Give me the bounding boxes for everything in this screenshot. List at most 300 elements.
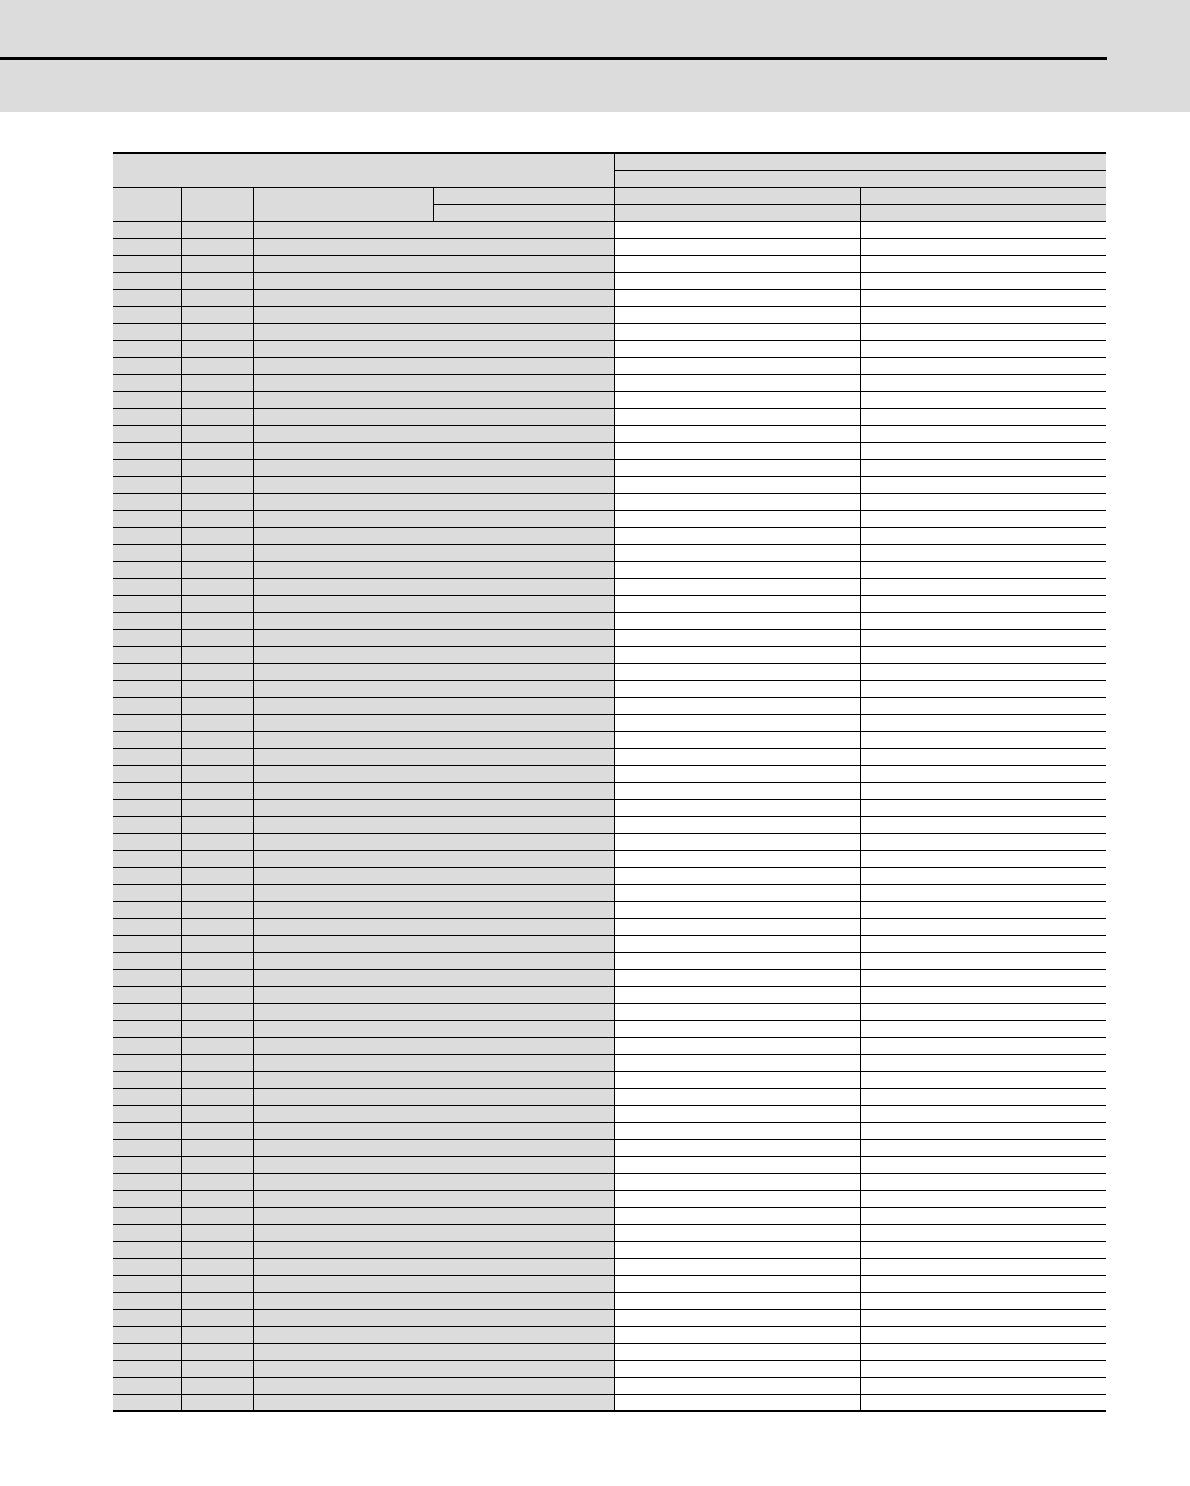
- cell-code: [181, 714, 253, 731]
- cell-value-a: [614, 765, 860, 782]
- table-row: [113, 425, 1106, 442]
- cell-code: [181, 1122, 253, 1139]
- cell-code: [181, 1241, 253, 1258]
- cell-name: [253, 1377, 614, 1394]
- cell-value-b: [860, 612, 1106, 629]
- cell-value-b: [860, 357, 1106, 374]
- cell-code: [181, 595, 253, 612]
- cell-no: [113, 663, 181, 680]
- table-row: [113, 799, 1106, 816]
- cell-code: [181, 918, 253, 935]
- cell-name: [253, 1258, 614, 1275]
- cell-no: [113, 306, 181, 323]
- cell-code: [181, 561, 253, 578]
- cell-value-a: [614, 1258, 860, 1275]
- cell-value-b: [860, 561, 1106, 578]
- column-header-6-bottom: [860, 204, 1106, 221]
- cell-name: [253, 901, 614, 918]
- cell-value-b: [860, 272, 1106, 289]
- cell-code: [181, 1037, 253, 1054]
- column-header-5-top: [614, 187, 860, 204]
- cell-no: [113, 867, 181, 884]
- cell-name: [253, 782, 614, 799]
- cell-code: [181, 323, 253, 340]
- cell-name: [253, 1241, 614, 1258]
- cell-value-a: [614, 1292, 860, 1309]
- cell-name: [253, 986, 614, 1003]
- cell-value-b: [860, 595, 1106, 612]
- cell-value-b: [860, 901, 1106, 918]
- cell-no: [113, 510, 181, 527]
- table-row: [113, 1207, 1106, 1224]
- cell-value-a: [614, 1190, 860, 1207]
- table-row: [113, 272, 1106, 289]
- cell-value-b: [860, 1309, 1106, 1326]
- cell-no: [113, 238, 181, 255]
- table-row: [113, 476, 1106, 493]
- table-row: [113, 493, 1106, 510]
- cell-value-a: [614, 1309, 860, 1326]
- cell-no: [113, 272, 181, 289]
- cell-no: [113, 357, 181, 374]
- cell-value-a: [614, 1224, 860, 1241]
- cell-value-b: [860, 731, 1106, 748]
- cell-value-a: [614, 221, 860, 238]
- cell-code: [181, 391, 253, 408]
- cell-value-a: [614, 1207, 860, 1224]
- cell-value-b: [860, 782, 1106, 799]
- cell-value-b: [860, 765, 1106, 782]
- table-row: [113, 1037, 1106, 1054]
- cell-name: [253, 1343, 614, 1360]
- column-header-2: [181, 187, 253, 221]
- cell-name: [253, 221, 614, 238]
- cell-name: [253, 1326, 614, 1343]
- cell-value-b: [860, 646, 1106, 663]
- table-row: [113, 459, 1106, 476]
- cell-value-a: [614, 1003, 860, 1020]
- table-row: [113, 782, 1106, 799]
- cell-code: [181, 476, 253, 493]
- table-row: [113, 612, 1106, 629]
- cell-no: [113, 1394, 181, 1411]
- cell-no: [113, 323, 181, 340]
- table-row: [113, 1241, 1106, 1258]
- cell-name: [253, 1037, 614, 1054]
- cell-value-a: [614, 408, 860, 425]
- cell-value-b: [860, 578, 1106, 595]
- cell-name: [253, 714, 614, 731]
- cell-code: [181, 646, 253, 663]
- cell-name: [253, 816, 614, 833]
- table-row: [113, 1122, 1106, 1139]
- column-header-6-top: [860, 187, 1106, 204]
- table-row: [113, 340, 1106, 357]
- cell-code: [181, 306, 253, 323]
- cell-name: [253, 1156, 614, 1173]
- cell-no: [113, 952, 181, 969]
- cell-code: [181, 680, 253, 697]
- table-row: [113, 901, 1106, 918]
- cell-code: [181, 1173, 253, 1190]
- cell-code: [181, 357, 253, 374]
- cell-name: [253, 1071, 614, 1088]
- cell-value-b: [860, 255, 1106, 272]
- table-row: [113, 1003, 1106, 1020]
- table-row: [113, 391, 1106, 408]
- cell-code: [181, 408, 253, 425]
- cell-value-a: [614, 833, 860, 850]
- cell-code: [181, 1190, 253, 1207]
- cell-name: [253, 629, 614, 646]
- table-row: [113, 833, 1106, 850]
- cell-value-a: [614, 510, 860, 527]
- cell-name: [253, 680, 614, 697]
- cell-code: [181, 697, 253, 714]
- cell-value-a: [614, 629, 860, 646]
- cell-name: [253, 255, 614, 272]
- cell-value-b: [860, 510, 1106, 527]
- cell-value-b: [860, 1241, 1106, 1258]
- table-row: [113, 1020, 1106, 1037]
- cell-code: [181, 238, 253, 255]
- cell-no: [113, 1054, 181, 1071]
- cell-value-b: [860, 1224, 1106, 1241]
- cell-value-a: [614, 255, 860, 272]
- cell-name: [253, 1020, 614, 1037]
- cell-value-b: [860, 221, 1106, 238]
- cell-value-a: [614, 850, 860, 867]
- cell-no: [113, 1122, 181, 1139]
- cell-no: [113, 340, 181, 357]
- cell-code: [181, 1207, 253, 1224]
- cell-value-a: [614, 646, 860, 663]
- cell-value-a: [614, 544, 860, 561]
- cell-value-b: [860, 459, 1106, 476]
- table-row: [113, 578, 1106, 595]
- cell-value-a: [614, 935, 860, 952]
- cell-name: [253, 1360, 614, 1377]
- cell-no: [113, 255, 181, 272]
- cell-code: [181, 1377, 253, 1394]
- table-row: [113, 527, 1106, 544]
- cell-no: [113, 901, 181, 918]
- cell-code: [181, 1020, 253, 1037]
- cell-name: [253, 578, 614, 595]
- cell-code: [181, 1003, 253, 1020]
- cell-value-b: [860, 799, 1106, 816]
- cell-no: [113, 391, 181, 408]
- cell-no: [113, 884, 181, 901]
- table-row: [113, 935, 1106, 952]
- cell-value-b: [860, 1088, 1106, 1105]
- cell-value-b: [860, 1326, 1106, 1343]
- cell-value-b: [860, 748, 1106, 765]
- cell-value-a: [614, 442, 860, 459]
- cell-value-b: [860, 1360, 1106, 1377]
- table-row: [113, 323, 1106, 340]
- table-row: [113, 969, 1106, 986]
- cell-name: [253, 1275, 614, 1292]
- cell-value-b: [860, 714, 1106, 731]
- cell-value-a: [614, 1377, 860, 1394]
- cell-no: [113, 850, 181, 867]
- table-row: [113, 986, 1106, 1003]
- cell-code: [181, 1309, 253, 1326]
- cell-no: [113, 697, 181, 714]
- table-row: [113, 374, 1106, 391]
- cell-code: [181, 289, 253, 306]
- cell-value-a: [614, 561, 860, 578]
- cell-name: [253, 459, 614, 476]
- cell-name: [253, 476, 614, 493]
- cell-value-b: [860, 238, 1106, 255]
- cell-name: [253, 765, 614, 782]
- table-row: [113, 1088, 1106, 1105]
- cell-value-b: [860, 1173, 1106, 1190]
- cell-code: [181, 884, 253, 901]
- cell-no: [113, 731, 181, 748]
- cell-name: [253, 850, 614, 867]
- cell-no: [113, 289, 181, 306]
- cell-value-a: [614, 1139, 860, 1156]
- table-row: [113, 1190, 1106, 1207]
- cell-value-b: [860, 1139, 1106, 1156]
- cell-name: [253, 867, 614, 884]
- cell-no: [113, 799, 181, 816]
- cell-value-a: [614, 901, 860, 918]
- cell-name: [253, 748, 614, 765]
- cell-value-b: [860, 1258, 1106, 1275]
- cell-value-b: [860, 1037, 1106, 1054]
- cell-name: [253, 510, 614, 527]
- cell-name: [253, 1139, 614, 1156]
- table-row: [113, 731, 1106, 748]
- cell-no: [113, 969, 181, 986]
- cell-name: [253, 1105, 614, 1122]
- table-row: [113, 918, 1106, 935]
- parameter-table: [113, 152, 1106, 1412]
- cell-name: [253, 935, 614, 952]
- cell-value-a: [614, 697, 860, 714]
- cell-code: [181, 1343, 253, 1360]
- column-header-4-top: [433, 187, 614, 204]
- cell-value-b: [860, 544, 1106, 561]
- cell-code: [181, 952, 253, 969]
- cell-value-b: [860, 1122, 1106, 1139]
- table-row: [113, 1054, 1106, 1071]
- cell-value-a: [614, 425, 860, 442]
- cell-value-a: [614, 731, 860, 748]
- table-row: [113, 1156, 1106, 1173]
- cell-name: [253, 1207, 614, 1224]
- table-row: [113, 510, 1106, 527]
- cell-name: [253, 1122, 614, 1139]
- table-row: [113, 663, 1106, 680]
- cell-no: [113, 459, 181, 476]
- cell-name: [253, 833, 614, 850]
- cell-no: [113, 1105, 181, 1122]
- cell-no: [113, 408, 181, 425]
- cell-value-a: [614, 459, 860, 476]
- cell-no: [113, 816, 181, 833]
- cell-name: [253, 1088, 614, 1105]
- cell-code: [181, 1071, 253, 1088]
- cell-value-b: [860, 629, 1106, 646]
- cell-no: [113, 765, 181, 782]
- cell-value-a: [614, 493, 860, 510]
- cell-name: [253, 1224, 614, 1241]
- cell-no: [113, 1275, 181, 1292]
- cell-no: [113, 1309, 181, 1326]
- cell-no: [113, 680, 181, 697]
- cell-code: [181, 765, 253, 782]
- cell-value-a: [614, 986, 860, 1003]
- table-row: [113, 1258, 1106, 1275]
- cell-no: [113, 646, 181, 663]
- column-header-5-bottom: [614, 204, 860, 221]
- cell-value-b: [860, 697, 1106, 714]
- cell-value-a: [614, 1071, 860, 1088]
- cell-name: [253, 527, 614, 544]
- cell-value-a: [614, 272, 860, 289]
- cell-value-b: [860, 1054, 1106, 1071]
- cell-value-a: [614, 867, 860, 884]
- cell-value-a: [614, 1241, 860, 1258]
- cell-value-b: [860, 1020, 1106, 1037]
- cell-no: [113, 1343, 181, 1360]
- table-row: [113, 1326, 1106, 1343]
- cell-name: [253, 1394, 614, 1411]
- table-row: [113, 884, 1106, 901]
- cell-code: [181, 799, 253, 816]
- cell-no: [113, 476, 181, 493]
- table-row: [113, 1224, 1106, 1241]
- cell-value-a: [614, 595, 860, 612]
- cell-code: [181, 255, 253, 272]
- cell-value-b: [860, 1207, 1106, 1224]
- cell-name: [253, 544, 614, 561]
- table-row: [113, 289, 1106, 306]
- cell-name: [253, 595, 614, 612]
- cell-name: [253, 1309, 614, 1326]
- cell-code: [181, 901, 253, 918]
- cell-value-b: [860, 442, 1106, 459]
- cell-code: [181, 459, 253, 476]
- cell-code: [181, 1088, 253, 1105]
- cell-value-a: [614, 969, 860, 986]
- cell-no: [113, 374, 181, 391]
- cell-name: [253, 561, 614, 578]
- cell-name: [253, 612, 614, 629]
- cell-value-a: [614, 799, 860, 816]
- cell-code: [181, 493, 253, 510]
- cell-no: [113, 1241, 181, 1258]
- cell-name: [253, 1190, 614, 1207]
- cell-value-b: [860, 1156, 1106, 1173]
- cell-no: [113, 629, 181, 646]
- cell-code: [181, 867, 253, 884]
- cell-no: [113, 221, 181, 238]
- column-header-3: [253, 187, 433, 221]
- cell-no: [113, 748, 181, 765]
- cell-value-a: [614, 714, 860, 731]
- table-row: [113, 544, 1106, 561]
- table-row: [113, 1309, 1106, 1326]
- header-cell-right-mid: [614, 170, 1106, 187]
- cell-code: [181, 1156, 253, 1173]
- cell-name: [253, 697, 614, 714]
- cell-no: [113, 1020, 181, 1037]
- cell-value-a: [614, 1156, 860, 1173]
- cell-code: [181, 340, 253, 357]
- cell-value-a: [614, 527, 860, 544]
- cell-name: [253, 646, 614, 663]
- table-row: [113, 1360, 1106, 1377]
- cell-value-b: [860, 1394, 1106, 1411]
- table-row: [113, 1105, 1106, 1122]
- cell-value-a: [614, 238, 860, 255]
- table-row: [113, 255, 1106, 272]
- table-row: [113, 442, 1106, 459]
- cell-value-a: [614, 1394, 860, 1411]
- cell-value-b: [860, 408, 1106, 425]
- cell-no: [113, 561, 181, 578]
- cell-no: [113, 425, 181, 442]
- cell-value-b: [860, 1292, 1106, 1309]
- cell-value-a: [614, 884, 860, 901]
- cell-no: [113, 1360, 181, 1377]
- cell-name: [253, 340, 614, 357]
- cell-name: [253, 493, 614, 510]
- table-body: [113, 221, 1106, 1411]
- cell-value-b: [860, 476, 1106, 493]
- cell-no: [113, 1071, 181, 1088]
- cell-value-b: [860, 527, 1106, 544]
- table-row: [113, 748, 1106, 765]
- table-row: [113, 680, 1106, 697]
- cell-value-b: [860, 986, 1106, 1003]
- cell-value-b: [860, 969, 1106, 986]
- cell-code: [181, 1054, 253, 1071]
- cell-name: [253, 323, 614, 340]
- cell-value-b: [860, 340, 1106, 357]
- cell-no: [113, 1037, 181, 1054]
- cell-no: [113, 612, 181, 629]
- cell-no: [113, 1326, 181, 1343]
- cell-value-b: [860, 306, 1106, 323]
- cell-value-b: [860, 1377, 1106, 1394]
- cell-code: [181, 833, 253, 850]
- cell-value-a: [614, 1054, 860, 1071]
- cell-value-b: [860, 850, 1106, 867]
- cell-value-a: [614, 612, 860, 629]
- header-cell-right-top: [614, 153, 1106, 170]
- cell-no: [113, 1156, 181, 1173]
- cell-code: [181, 544, 253, 561]
- cell-value-a: [614, 289, 860, 306]
- cell-value-b: [860, 1275, 1106, 1292]
- cell-no: [113, 578, 181, 595]
- cell-code: [181, 935, 253, 952]
- cell-no: [113, 527, 181, 544]
- cell-value-a: [614, 357, 860, 374]
- table-row: [113, 816, 1106, 833]
- cell-value-a: [614, 918, 860, 935]
- cell-value-b: [860, 663, 1106, 680]
- cell-value-b: [860, 1190, 1106, 1207]
- cell-name: [253, 969, 614, 986]
